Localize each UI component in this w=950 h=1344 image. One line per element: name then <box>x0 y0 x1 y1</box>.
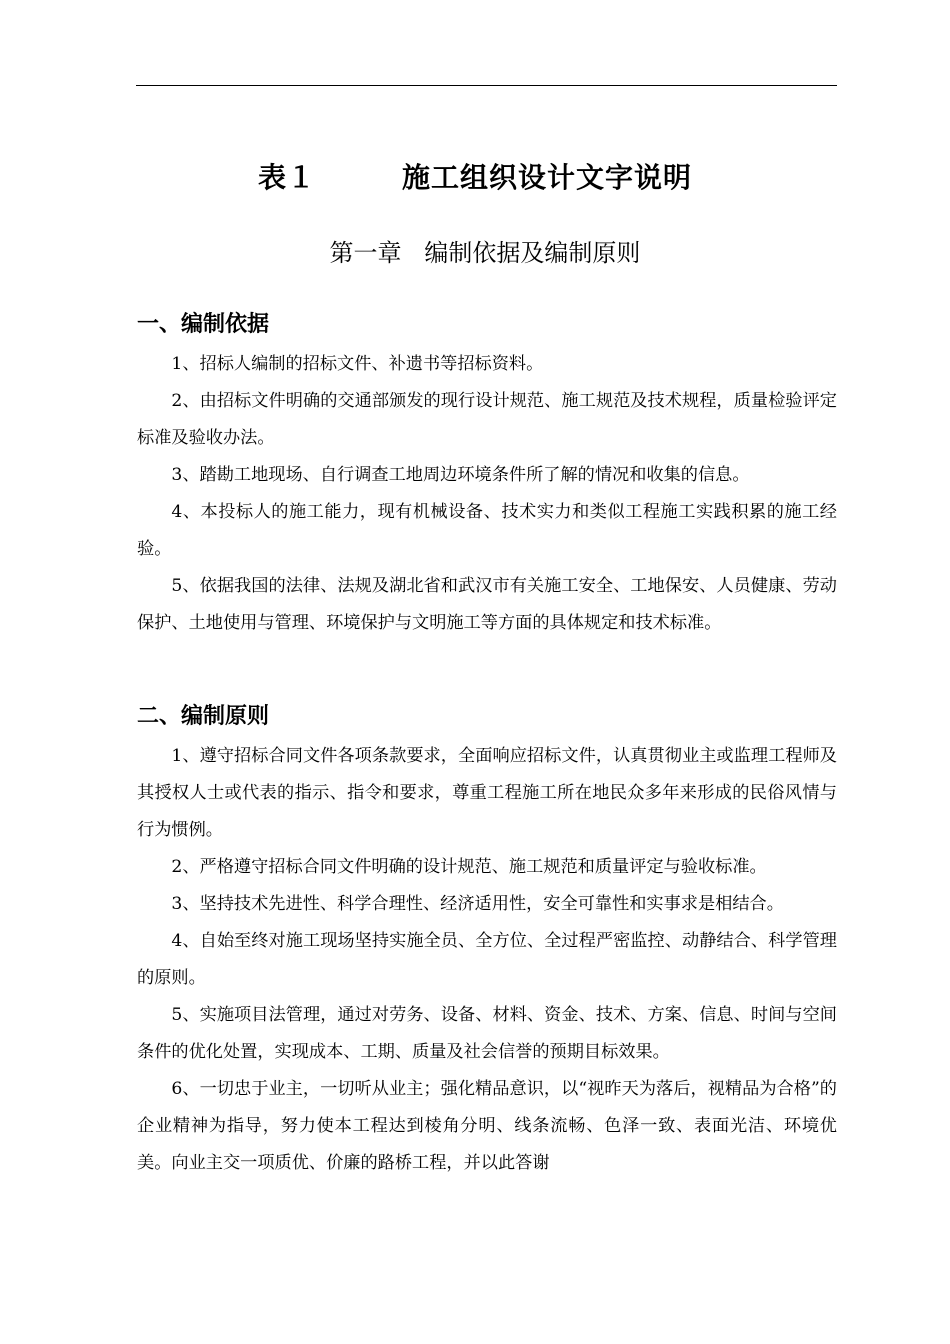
paragraph: 4、本投标人的施工能力，现有机械设备、技术实力和类似工程施工实践积累的施工经验。 <box>137 502 837 559</box>
chapter-heading: 第一章 编制依据及编制原则 <box>329 239 641 267</box>
paragraph: 6、一切忠于业主，一切听从业主；强化精品意识，以“视昨天为落后，视精品为合格”的企业精神为指导，努力使本工程达到棱角分明、线条流畅、色泽一致、表面光洁、环境优美。向业主交一项质优、价廉的路桥工程，并以此答谢 <box>137 1079 837 1173</box>
paragraph: 2、由招标文件明确的交通部颁发的现行设计规范、施工规范及技术规程，质量检验评定标准及验收办法。 <box>137 391 837 448</box>
paragraph: 4、自始至终对施工现场坚持实施全员、全方位、全过程严密监控、动静结合、科学管理的原则。 <box>137 931 837 988</box>
paragraph: 3、坚持技术先进性、科学合理性、经济适用性，安全可靠性和实事求是相结合。 <box>171 894 784 914</box>
paragraph: 5、实施项目法管理，通过对劳务、设备、材料、资金、技术、方案、信息、时间与空间条件的优化处置，实现成本、工期、质量及社会信誉的预期目标效果。 <box>137 1005 837 1062</box>
document-body <box>137 302 837 1182</box>
paragraph: 1、招标人编制的招标文件、补遗书等招标资料。 <box>171 354 544 374</box>
paragraph: 1、遵守招标合同文件各项条款要求，全面响应招标文件，认真贯彻业主或监理工程师及其授权人士或代表的指示、指令和要求，尊重工程施工所在地民众多年来形成的民俗风情与行为惯例。 <box>137 746 837 840</box>
document-title: 表１ 施工组织设计文字说明 <box>258 161 692 194</box>
paragraph: 3、踏勘工地现场、自行调查工地周边环境条件所了解的情况和收集的信息。 <box>171 465 750 485</box>
paragraph: 2、严格遵守招标合同文件明确的设计规范、施工规范和质量评定与验收标准。 <box>171 857 767 877</box>
paragraph: 5、依据我国的法律、法规及湖北省和武汉市有关施工安全、工地保安、人员健康、劳动保护、土地使用与管理、环境保护与文明施工等方面的具体规定和技术标准。 <box>137 576 837 633</box>
header-rule <box>136 85 837 86</box>
section-heading-principles: 二、编制原则 <box>137 703 270 729</box>
section-heading-basis: 一、编制依据 <box>137 311 270 337</box>
